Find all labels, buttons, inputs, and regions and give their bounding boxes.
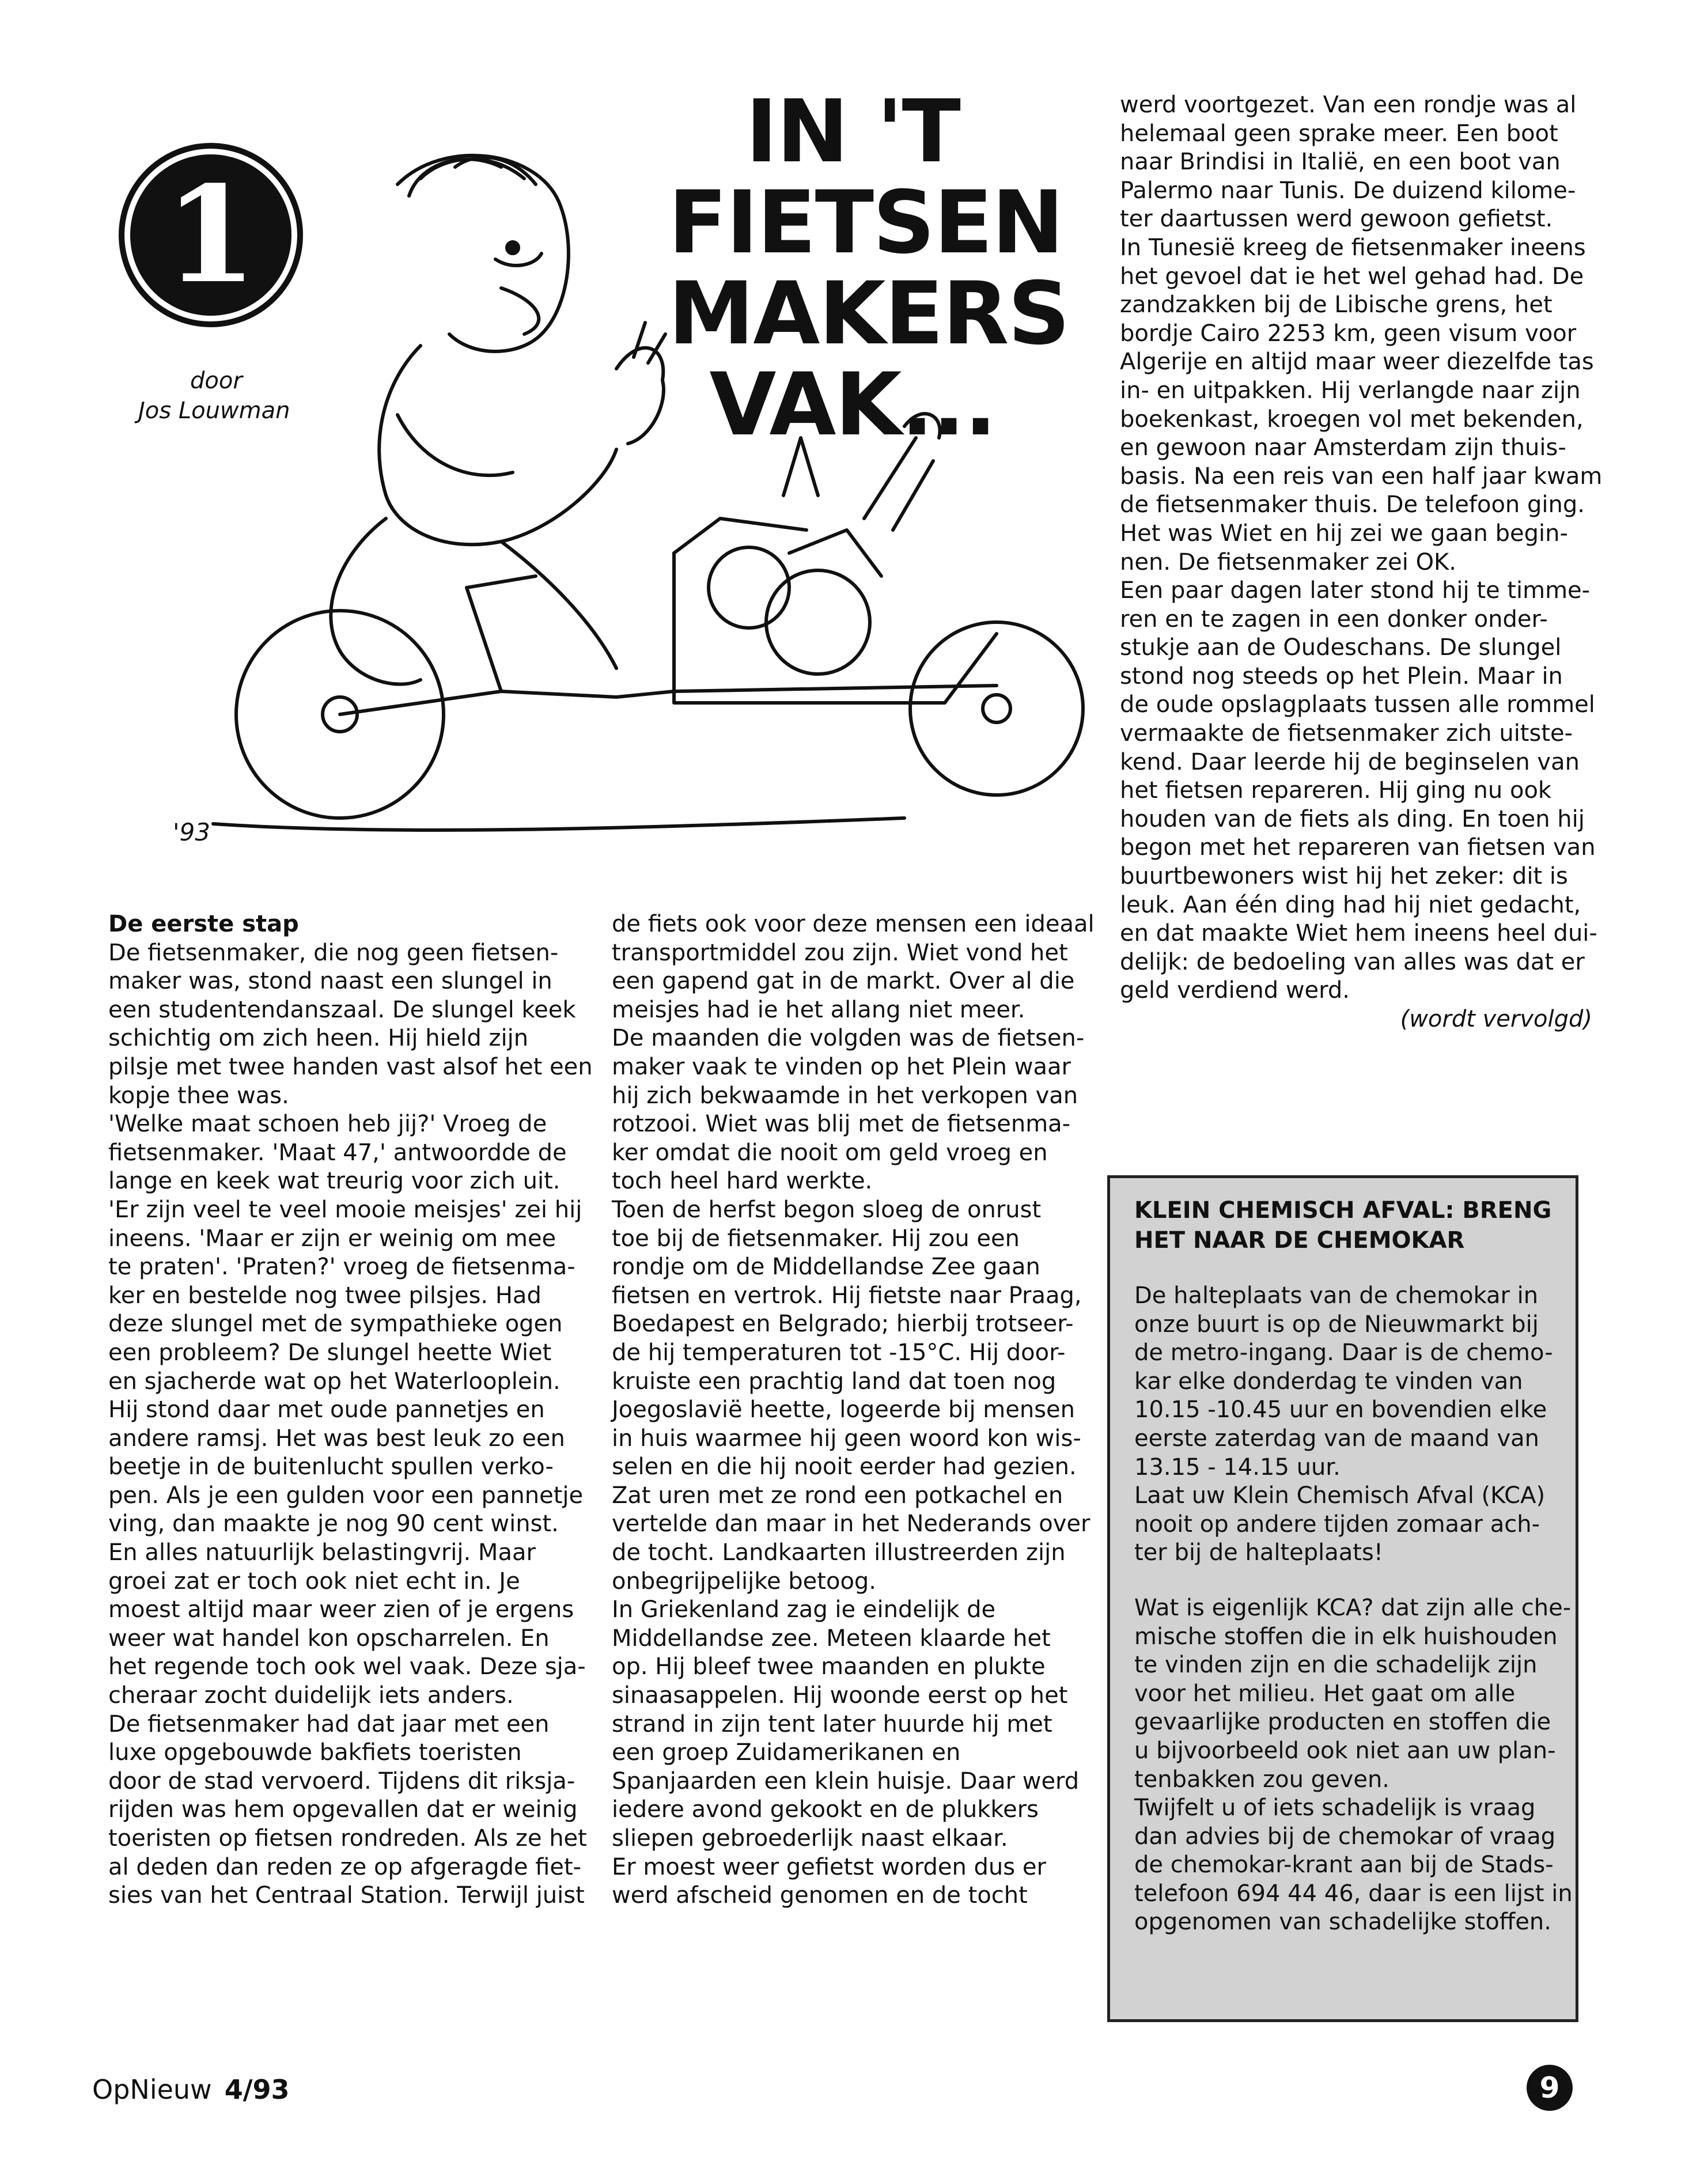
box-title-line: KLEIN CHEMISCH AFVAL: BRENG xyxy=(1134,1197,1552,1224)
text-line: de hij temperaturen tot -15°C. Hij door- xyxy=(612,1339,1066,1366)
text-line: de oude opslagplaats tussen alle rommel xyxy=(1120,691,1595,718)
text-line: een gapend gat in de markt. Over al die xyxy=(612,968,1075,995)
text-line: maker vaak te vinden op het Plein waar xyxy=(612,1053,1071,1080)
text-line: Laat uw Klein Chemisch Afval (KCA) xyxy=(1134,1482,1546,1509)
text-line: fietsenmaker. 'Maat 47,' antwoordde de xyxy=(108,1139,567,1166)
text-line: De halteplaats van de chemokar in xyxy=(1134,1282,1539,1309)
text-line: ter daartussen werd gewoon gefietst. xyxy=(1120,206,1553,233)
byline-prefix: door xyxy=(190,368,243,394)
text-line: al deden dan reden ze op afgeragde fiet- xyxy=(108,1853,582,1880)
text-line: pilsje met twee handen vast alsof het een xyxy=(108,1053,593,1080)
text-line: Joegoslavië heette, logeerde bij mensen xyxy=(612,1396,1076,1424)
section-heading: De eerste stap xyxy=(108,911,299,937)
text-line: in huis waarmee hij geen woord kon wis- xyxy=(612,1425,1081,1452)
text-line: voor het milieu. Het gaat om alle xyxy=(1134,1680,1516,1707)
article-column-3 xyxy=(1120,91,1603,1034)
article-number: 1 xyxy=(164,157,258,313)
text-line: Twijfelt u of iets schadelijk is vraag xyxy=(1134,1795,1536,1822)
text-line: luxe opgebouwde bakfiets toeristen xyxy=(108,1739,522,1766)
text-line: het regende toch ook wel vaak. Deze sja- xyxy=(108,1653,586,1680)
text-line: rondje om de Middellandse Zee gaan xyxy=(612,1254,1040,1281)
text-line: rotzooi. Wiet was blij met de fietsenma- xyxy=(612,1111,1071,1138)
text-line: tenbakken zou geven. xyxy=(1134,1766,1390,1793)
headline-line: IN 'T xyxy=(745,82,960,182)
text-line: maker was, stond naast een slungel in xyxy=(108,968,552,995)
text-line: 13.15 - 14.15 uur. xyxy=(1134,1454,1341,1481)
text-line: weer wat handel kon opscharrelen. En xyxy=(108,1625,550,1652)
box-paragraph-2 xyxy=(1134,1594,1573,1937)
text-line: ter bij de halteplaats! xyxy=(1134,1539,1383,1566)
magazine-name: OpNieuw xyxy=(92,2074,212,2105)
text-line: onbegrijpelijke betoog. xyxy=(612,1568,877,1595)
text-line: werd afscheid genomen en de tocht xyxy=(612,1882,1028,1909)
text-line: te praten'. 'Praten?' vroeg de fietsenma- xyxy=(108,1254,575,1281)
headline-line: FIETSEN xyxy=(668,173,1063,273)
text-line: De fietsenmaker had dat jaar met een xyxy=(108,1710,550,1738)
text-line: sliepen gebroederlijk naast elkaar. xyxy=(612,1825,1008,1852)
text-line: 'Welke maat schoen heb jij?' Vroeg de xyxy=(108,1111,547,1138)
text-line: ker en bestelde nog twee pilsjes. Had xyxy=(108,1282,542,1309)
text-line: 'Er zijn veel te veel mooie meisjes' zei hij xyxy=(108,1196,582,1223)
text-line: vertelde dan maar in het Nederands over xyxy=(612,1511,1090,1538)
text-line: Middellandse zee. Meteen klaarde het xyxy=(612,1625,1051,1652)
text-line: cheraar zocht duidelijk iets anders. xyxy=(108,1682,514,1709)
column-text xyxy=(612,910,1095,1910)
page-number: 9 xyxy=(1539,2071,1560,2104)
text-line: ker omdat die nooit om geld vroeg en xyxy=(612,1139,1048,1166)
text-line: iedere avond gekookt en de plukkers xyxy=(612,1796,1039,1823)
text-line: strand in zijn tent later huurde hij met xyxy=(612,1710,1052,1738)
text-line: de tocht. Landkaarten illustreerden zijn xyxy=(612,1539,1066,1566)
text-line: In Griekenland zag ie eindelijk de xyxy=(612,1596,996,1623)
text-line: ren en te zagen in een donker onder- xyxy=(1120,605,1548,633)
text-line: toe bij de fietsenmaker. Hij zou een xyxy=(612,1225,1020,1252)
text-line: hij zich bekwaamde in het verkopen van xyxy=(612,1082,1078,1109)
continued-note: (wordt vervolgd) xyxy=(1400,1006,1592,1032)
illustration-signature: '93 xyxy=(173,818,210,846)
text-line: fietsen en vertrok. Hij fietste naar Praag, xyxy=(612,1282,1082,1309)
text-line: pen. Als je een gulden voor een pannetje xyxy=(108,1482,584,1509)
chemokar-info-box xyxy=(1107,1175,1578,2022)
text-line: 10.15 -10.45 uur en bovendien elke xyxy=(1134,1396,1547,1424)
text-line: Spanjaarden een klein huisje. Daar werd xyxy=(612,1767,1080,1795)
text-line: werd voortgezet. Van een rondje was al xyxy=(1120,92,1577,118)
text-line: en sjacherde wat op het Waterlooplein. xyxy=(108,1368,561,1395)
text-line: stond nog steeds op het Plein. Maar in xyxy=(1120,663,1563,690)
text-line: een probleem? De slungel heette Wiet xyxy=(108,1339,552,1366)
text-line: boekenkast, kroegen vol met bekenden, xyxy=(1120,406,1584,433)
text-line: vermaakte de fietsenmaker zich uitste- xyxy=(1120,720,1573,747)
text-line: transportmiddel zou zijn. Wiet vond het xyxy=(612,939,1068,966)
box-title-line: HET NAAR DE CHEMOKAR xyxy=(1134,1227,1465,1254)
text-line: sies van het Centraal Station. Terwijl juist xyxy=(108,1882,585,1909)
text-line: Er moest weer gefietst worden dus er xyxy=(612,1853,1046,1880)
text-line: groei zat er toch ook niet echt in. Je xyxy=(108,1568,520,1595)
text-line: stukje aan de Oudeschans. De slungel xyxy=(1120,634,1562,661)
text-line: Zat uren met ze rond een potkachel en xyxy=(612,1482,1063,1509)
text-line: leuk. Aan één ding had hij niet gedacht, xyxy=(1120,891,1581,918)
text-line: beetje in de buitenlucht spullen verko- xyxy=(108,1454,554,1481)
text-line: sinaasappelen. Hij woonde eerst op het xyxy=(612,1682,1068,1709)
text-line: te vinden zijn en die schadelijk zijn xyxy=(1134,1652,1538,1679)
text-line: nooit op andere tijden zomaar ach- xyxy=(1134,1511,1540,1538)
text-line: Palermo naar Tunis. De duizend kilome- xyxy=(1120,177,1576,204)
text-line: toch heel hard werkte. xyxy=(612,1168,873,1195)
text-line: Wat is eigenlijk KCA? dat zijn alle che- xyxy=(1134,1594,1572,1621)
text-line: In Tunesië kreeg de fietsenmaker ineens xyxy=(1120,234,1586,261)
text-line: Algerije en altijd maar weer diezelfde tas xyxy=(1120,349,1594,376)
text-line: opgenomen van schadelijke stoffen. xyxy=(1134,1909,1551,1936)
text-line: zandzakken bij de Libische grens, het xyxy=(1120,292,1553,319)
text-line: selen en die hij nooit eerder had gezien. xyxy=(612,1454,1077,1481)
text-line: Hij stond daar met oude pannetjes en xyxy=(108,1396,545,1424)
text-line: andere ramsj. Het was best leuk zo een xyxy=(108,1425,565,1452)
text-line: een studentendanszaal. De slungel keek xyxy=(108,996,576,1023)
byline-author: Jos Louwman xyxy=(138,398,290,424)
text-line: het fietsen repareren. Hij ging nu ook xyxy=(1120,777,1552,804)
text-line: deze slungel met de sympathieke ogen xyxy=(108,1311,563,1338)
text-line: gevaarlijke producten en stoffen die xyxy=(1134,1709,1551,1736)
text-line: houden van de fiets als ding. En toen hij xyxy=(1120,805,1585,832)
page-number-badge xyxy=(1527,2065,1573,2111)
text-line: Het was Wiet en hij zei we gaan begin- xyxy=(1120,520,1568,547)
text-line: Boedapest en Belgrado; hierbij trotseer- xyxy=(612,1311,1074,1338)
text-line: ving, dan maakte je nog 90 cent winst. xyxy=(108,1511,559,1538)
text-line: basis. Na een reis van een half jaar kwam xyxy=(1120,463,1603,490)
footer-magazine xyxy=(92,2074,290,2105)
text-line: de fietsenmaker thuis. De telefoon ging. xyxy=(1120,491,1585,518)
text-line: bordje Cairo 2253 km, geen visum voor xyxy=(1120,320,1577,347)
text-line: eerste zaterdag van de maand van xyxy=(1134,1425,1540,1452)
text-line: begon met het repareren van fietsen van xyxy=(1120,834,1596,861)
box-paragraph-1 xyxy=(1134,1282,1559,1568)
headline-line: VAK... xyxy=(709,355,996,455)
text-line: kend. Daar leerde hij de beginselen van xyxy=(1120,748,1580,775)
text-line: op. Hij bleef twee maanden en plukte xyxy=(612,1653,1046,1680)
text-line: de metro-ingang. Daar is de chemo- xyxy=(1134,1339,1553,1367)
text-line: De maanden die volgden was de fietsen- xyxy=(612,1025,1085,1052)
text-line: De fietsenmaker, die nog geen fietsen- xyxy=(108,939,559,966)
text-line: kruiste een prachtig land dat toen nog xyxy=(612,1368,1057,1395)
text-line: en gewoon naar Amsterdam zijn thuis- xyxy=(1120,434,1566,461)
text-line: onze buurt is op de Nieuwmarkt bij xyxy=(1134,1311,1539,1338)
text-line: telefoon 694 44 46, daar is een lijst in xyxy=(1134,1880,1573,1907)
text-line: de fiets ook voor deze mensen een ideaal xyxy=(612,911,1095,937)
text-line: delijk: de bedoeling van alles was dat er xyxy=(1120,948,1585,975)
text-line: kopje thee was. xyxy=(108,1082,289,1109)
text-line: En alles natuurlijk belastingvrij. Maar xyxy=(108,1539,536,1566)
text-line: schichtig om zich heen. Hij hield zijn xyxy=(108,1025,529,1052)
column-text xyxy=(108,939,593,1910)
text-line: Toen de herfst begon sloeg de onrust xyxy=(612,1196,1042,1223)
text-line: Een paar dagen later stond hij te timme- xyxy=(1120,577,1591,604)
article-column-1 xyxy=(108,910,593,1910)
column-text xyxy=(1120,91,1603,1005)
issue-number: 4/93 xyxy=(224,2074,290,2105)
text-line: lange en keek wat treurig voor zich uit. xyxy=(108,1168,561,1195)
text-line: en dat maakte Wiet hem ineens heel dui- xyxy=(1120,920,1597,947)
text-line: mische stoffen die in elk huishouden xyxy=(1134,1623,1558,1650)
text-line: u bijvoorbeeld ook niet aan uw plan- xyxy=(1134,1737,1556,1764)
text-line: door de stad vervoerd. Tijdens dit riksja- xyxy=(108,1767,575,1795)
text-line: rijden was hem opgevallen dat er weinig xyxy=(108,1796,578,1823)
text-line: geld verdiend werd. xyxy=(1120,977,1350,1004)
text-line: toeristen op fietsen rondreden. Als ze het xyxy=(108,1825,587,1852)
text-line: in- en uitpakken. Hij verlangde naar zijn xyxy=(1120,377,1581,404)
text-line: naar Brindisi in Italië, en een boot van xyxy=(1120,149,1561,176)
text-line: buurtbewoners wist hij het zeker: dit is xyxy=(1120,863,1568,890)
headline-line: MAKERS xyxy=(668,264,1069,364)
headline xyxy=(668,82,1069,455)
text-line: nen. De fietsenmaker zei OK. xyxy=(1120,548,1457,576)
article-column-2 xyxy=(612,910,1095,1910)
text-line: ineens. 'Maar er zijn er weinig om mee xyxy=(108,1225,556,1252)
text-line: een groep Zuidamerikanen en xyxy=(612,1739,961,1766)
text-line: meisjes had ie het allang niet meer. xyxy=(612,996,1025,1023)
text-line: moest altijd maar weer zien of je ergens xyxy=(108,1596,574,1623)
text-line: helemaal geen sprake meer. Een boot xyxy=(1120,120,1558,147)
text-line: dan advies bij de chemokar of vraag xyxy=(1134,1823,1556,1850)
text-line: kar elke donderdag te vinden van xyxy=(1134,1368,1523,1395)
text-line: het gevoel dat ie het wel gehad had. De xyxy=(1120,263,1584,290)
text-line: de chemokar-krant aan bij de Stads- xyxy=(1134,1852,1554,1879)
